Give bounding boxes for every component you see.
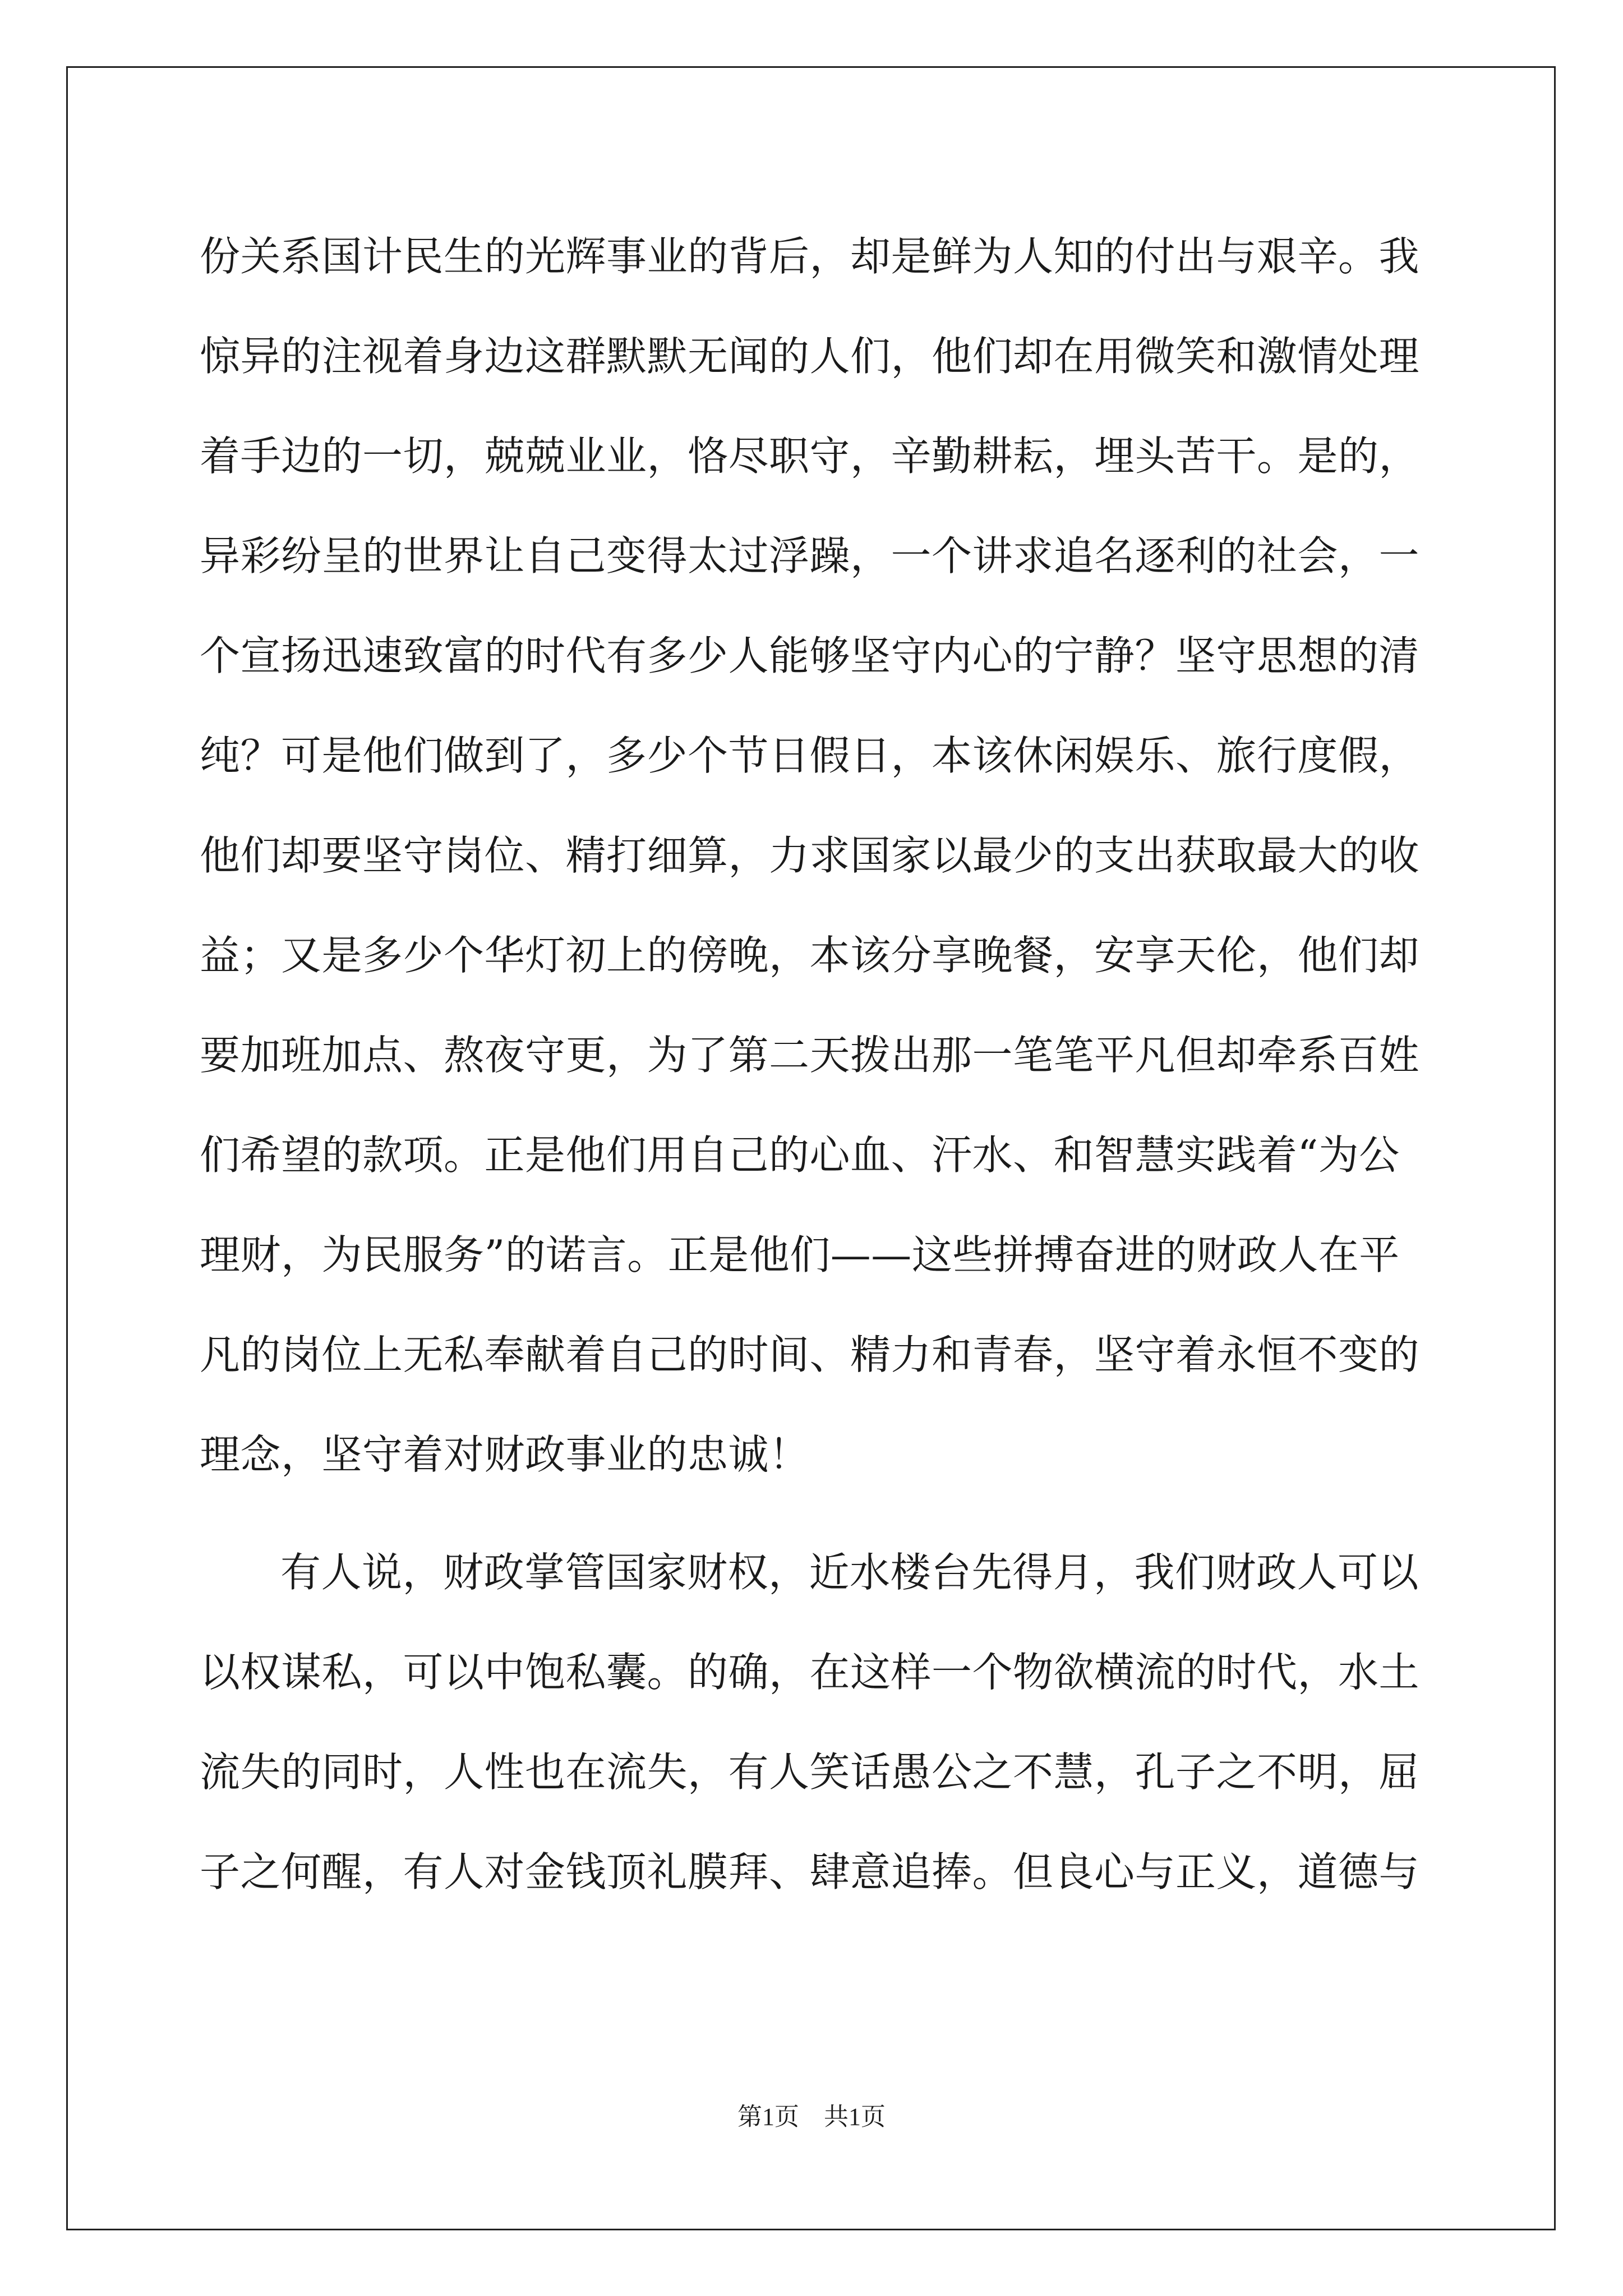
text-line-9: 要加班加点、熬夜守更，为了第二天拨出那一笔笔平凡但却牵系百姓 (200, 1032, 1420, 1079)
text-line-10: 们希望的款项。正是他们用自己的心血、汗水、和智慧实践着“为公 (200, 1131, 1400, 1179)
text-line-4: 异彩纷呈的世界让自己变得太过浮躁，一个讲求追名逐利的社会，一 (200, 532, 1420, 579)
text-line-15: 以权谋私，可以中饱私囊。的确，在这样一个物欲横流的时代，水土 (200, 1649, 1420, 1696)
text-line-12: 凡的岗位上无私奉献着自己的时间、精力和青春，坚守着永恒不变的 (200, 1331, 1420, 1378)
text-line-16: 流失的同时，人性也在流失，有人笑话愚公之不慧，孔子之不明，屈 (200, 1749, 1420, 1796)
page-number-footer: 第1页 共1页 (737, 2103, 886, 2131)
text-line-2: 惊异的注视着身边这群默默无闻的人们，他们却在用微笑和激情处理 (200, 333, 1420, 380)
text-line-14: 有人说，财政掌管国家财权，近水楼台先得月，我们财政人可以 (280, 1549, 1419, 1596)
text-line-13: 理念，坚守着对财政事业的忠诚！ (200, 1431, 810, 1478)
text-line-8: 益；又是多少个华灯初上的傍晚，本该分享晚餐，安享天伦，他们却 (200, 932, 1420, 979)
text-line-1: 份关系国计民生的光辉事业的背后，却是鲜为人知的付出与艰辛。我 (200, 233, 1420, 280)
text-line-11: 理财，为民服务”的诺言。正是他们——这些拼搏奋进的财政人在平 (200, 1231, 1400, 1278)
text-line-17: 子之何醒，有人对金钱顶礼膜拜、肆意追捧。但良心与正义，道德与 (200, 1848, 1420, 1895)
text-line-6: 纯？可是他们做到了，多少个节日假日，本该休闲娱乐、旅行度假， (200, 732, 1420, 779)
text-line-7: 他们却要坚守岗位、精打细算，力求国家以最少的支出获取最大的收 (200, 832, 1420, 879)
text-line-5: 个宣扬迅速致富的时代有多少人能够坚守内心的宁静？坚守思想的清 (200, 632, 1420, 679)
document-body (200, 206, 1426, 1922)
text-line-3: 着手边的一切，兢兢业业，恪尽职守，辛勤耕耘，埋头苦干。是的， (200, 432, 1420, 480)
